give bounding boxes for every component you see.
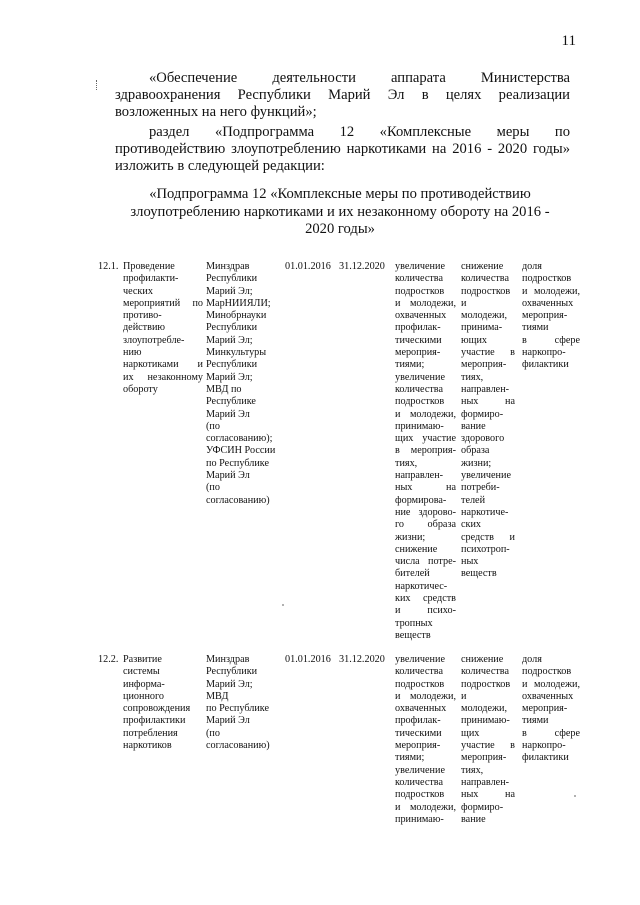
cell-line: согласованию) — [206, 494, 270, 506]
cell-line: участие в — [461, 740, 515, 752]
cell-line: тиях, — [395, 457, 418, 469]
activity-name-cell — [123, 654, 203, 752]
paragraph-text: раздел «Подпрограмма 12 «Комплексные меры по противодействию злоупотреблению наркотиками на 2016 - 2020 годы» изложить в следующей редакции: — [115, 124, 570, 175]
cell-line: щих — [461, 727, 480, 739]
cell-line: количества — [395, 776, 443, 788]
cell-line: Республики — [206, 359, 258, 371]
cell-line: Минкультуры — [206, 347, 267, 359]
cell-line: снижение — [395, 543, 438, 555]
cell-line: (по — [206, 482, 220, 494]
cell-line: и — [461, 297, 467, 309]
cell-line: тиях, — [461, 371, 484, 383]
cell-line: Марий Эл; — [206, 371, 253, 383]
cell-line: подростков — [395, 678, 445, 690]
cell-line: подростков — [461, 285, 511, 297]
cell-line: сопровождения — [123, 703, 191, 715]
cell-line: бителей — [395, 568, 430, 580]
cell-line: веществ — [461, 568, 497, 580]
cell-line: филактики — [522, 359, 569, 371]
cell-line: количества — [395, 273, 443, 285]
cell-line: (по — [206, 420, 220, 432]
scan-speck — [574, 795, 576, 797]
cell-line: снижение — [461, 654, 504, 665]
cell-line: Марий Эл — [206, 715, 250, 727]
cell-line: Проведение — [123, 261, 175, 272]
cell-line: количества — [461, 666, 509, 678]
cell-line: охваченных — [395, 703, 447, 715]
cell-line: в сфере — [522, 727, 580, 739]
cell-line: принима- — [461, 322, 503, 334]
cell-line: участие в — [461, 347, 515, 359]
cell-line: ческих — [123, 285, 153, 297]
cell-line: по Республике — [206, 457, 270, 469]
cell-line: Марий Эл; — [206, 334, 253, 346]
cell-line: телей — [461, 494, 486, 506]
cell-line: охваченных — [395, 310, 447, 322]
cell-line: и молодежи, — [395, 408, 456, 420]
cell-line: информа- — [123, 678, 165, 690]
cell-line: тиях, — [461, 764, 484, 776]
cell-line: и молодежи, — [461, 690, 508, 715]
cell-line: противо- — [123, 310, 162, 322]
cell-line: и молодежи, — [522, 285, 580, 297]
cell-line: тиями — [522, 715, 549, 727]
cell-line: системы — [123, 666, 160, 678]
cell-line: подростков — [395, 396, 445, 408]
cell-line: мероприя- — [461, 752, 507, 764]
cell-line: и молодежи, — [395, 297, 456, 309]
cell-line: доля — [522, 261, 542, 272]
cell-line: количества — [395, 666, 443, 678]
executors-cell — [206, 261, 282, 507]
cell-line: мероприя- — [522, 703, 568, 715]
cell-line: щих участие — [395, 433, 456, 445]
cell-line: МВД по — [206, 383, 242, 395]
page-number: 11 — [561, 33, 576, 49]
cell-line: охваченных — [522, 297, 574, 309]
consequences-cell — [461, 654, 515, 826]
cell-line: подростков — [522, 666, 572, 678]
cell-line: наркопро- — [522, 347, 566, 359]
cell-line: вание — [461, 420, 486, 432]
cell-line: профилактики — [123, 715, 186, 727]
cell-line: принимаю- — [395, 420, 444, 432]
paragraph-section-replace — [115, 124, 570, 176]
cell-line: профилак- — [395, 322, 441, 334]
cell-line: Минздрав — [206, 261, 250, 272]
cell-line: охваченных — [522, 690, 574, 702]
cell-line: УФСИН России — [206, 445, 276, 457]
start-date: 01.01.2016 — [285, 261, 331, 272]
cell-line: тическими — [395, 727, 442, 739]
cell-line: в сфере — [522, 334, 580, 346]
cell-line: согласованию) — [206, 740, 270, 752]
paragraph-text: «Обеспечение деятельности аппарата Министерства здравоохранения Республики Марий Эл в целях реализации возложенных на него функций»; — [115, 70, 570, 121]
cell-line: тиями — [522, 322, 549, 334]
cell-line: принимаю- — [461, 715, 510, 727]
cell-line: ционного — [123, 690, 165, 702]
cell-line: Республики — [206, 322, 258, 334]
indicator-cell — [522, 654, 580, 765]
cell-line: наркотиков — [123, 740, 172, 752]
cell-line: Развитие — [123, 654, 162, 665]
cell-line: ние здорово- — [395, 506, 456, 518]
cell-line: направлен- — [461, 776, 510, 788]
cell-line: наркотичес- — [395, 580, 448, 592]
cell-line: их незаконному — [123, 371, 203, 383]
cell-line: формирова- — [395, 494, 447, 506]
cell-line: подростков — [395, 285, 445, 297]
cell-line: увеличение — [395, 261, 445, 272]
cell-line: тиями; — [395, 359, 425, 371]
cell-line: увеличение — [395, 371, 445, 383]
cell-line: обороту — [123, 383, 158, 395]
cell-line: филактики — [522, 752, 569, 764]
cell-line: подростков — [461, 678, 511, 690]
cell-line: тиями; — [395, 752, 425, 764]
cell-line: жизни; — [461, 457, 492, 469]
cell-line: вание — [461, 813, 486, 825]
consequences-cell — [461, 261, 515, 581]
cell-line: направлен- — [395, 470, 444, 482]
executors-cell — [206, 654, 282, 752]
cell-line: веществ — [395, 629, 431, 641]
expected-result-cell — [395, 261, 456, 642]
cell-line: тропных — [395, 617, 433, 629]
cell-line: нию — [123, 347, 142, 359]
paragraph-function-support — [115, 70, 570, 122]
cell-line: по Республике — [206, 703, 270, 715]
row-number: 12.2. — [98, 654, 119, 665]
cell-line: согласованию); — [206, 433, 273, 445]
cell-line: наркотиками и — [123, 359, 203, 371]
cell-line: Республики — [206, 273, 258, 285]
cell-line: в мероприя- — [395, 445, 456, 457]
cell-line: формиро- — [461, 408, 504, 420]
cell-line: ских — [461, 519, 482, 531]
cell-line: формиро- — [461, 801, 504, 813]
cell-line: увеличение — [395, 654, 445, 665]
cell-line: средств и — [461, 531, 515, 543]
cell-line: психотроп- — [461, 543, 510, 555]
end-date: 31.12.2020 — [339, 261, 385, 272]
cell-line: ких средств — [395, 593, 456, 605]
cell-line: Марий Эл — [206, 470, 250, 482]
cell-line: тическими — [395, 334, 442, 346]
cell-line: мероприя- — [395, 347, 441, 359]
cell-line: наркопро- — [522, 740, 566, 752]
row-number: 12.1. — [98, 261, 119, 272]
cell-line: потребления — [123, 727, 178, 739]
cell-line: профилакти- — [123, 273, 179, 285]
cell-line: и молодежи, — [395, 690, 456, 702]
end-date: 31.12.2020 — [339, 654, 385, 665]
cell-line: (по — [206, 727, 220, 739]
cell-line: и психо- — [395, 605, 456, 617]
start-date: 01.01.2016 — [285, 654, 331, 665]
cell-line: принимаю- — [395, 813, 444, 825]
cell-line: мероприя- — [395, 740, 441, 752]
margin-mark — [96, 80, 99, 90]
cell-line: наркотиче- — [461, 506, 509, 518]
cell-line: ных на — [461, 396, 515, 408]
cell-line: потреби- — [461, 482, 500, 494]
cell-line: снижение — [461, 261, 504, 272]
cell-line: Марий Эл — [206, 408, 250, 420]
cell-line: ющих — [461, 334, 488, 346]
cell-line: мероприя- — [461, 359, 507, 371]
expected-result-cell — [395, 654, 456, 826]
cell-line: Республики — [206, 666, 258, 678]
cell-line: образа — [461, 445, 490, 457]
cell-line: увеличение — [461, 470, 511, 482]
indicator-cell — [522, 261, 580, 372]
cell-line: доля — [522, 654, 542, 665]
cell-line: Республике — [206, 396, 256, 408]
cell-line: го образа — [395, 519, 456, 531]
cell-line: профилак- — [395, 715, 441, 727]
cell-line: и молодежи, — [395, 801, 456, 813]
cell-line: здорового — [461, 433, 505, 445]
cell-line: увеличение — [395, 764, 445, 776]
cell-line: злоупотребле- — [123, 334, 185, 346]
cell-line: ных — [461, 556, 479, 568]
cell-line: мероприятий по — [123, 297, 203, 309]
cell-line: количества — [461, 273, 509, 285]
cell-line: и молодежи, — [522, 678, 580, 690]
cell-line: Марий Эл; — [206, 678, 253, 690]
cell-line: ных на — [395, 482, 456, 494]
cell-line: ных на — [461, 789, 515, 801]
scan-speck — [282, 604, 284, 606]
subprogram-heading: «Подпрограмма 12 «Комплексные меры по противодействию злоупотреблению наркотиками и их незаконному обороту на 2016 - 2020 годы» — [130, 186, 550, 237]
cell-line: количества — [395, 383, 443, 395]
cell-line: МарНИИЯЛИ; — [206, 297, 271, 309]
cell-line: Минздрав — [206, 654, 250, 665]
cell-line: Марий Эл; — [206, 285, 253, 297]
cell-line: жизни; — [395, 531, 426, 543]
cell-line: направлен- — [461, 383, 510, 395]
cell-line: мероприя- — [522, 310, 568, 322]
cell-line: подростков — [522, 273, 572, 285]
cell-line: подростков — [395, 789, 445, 801]
cell-line: Минобрнауки — [206, 310, 267, 322]
cell-line: числа потре- — [395, 556, 456, 568]
activity-name-cell — [123, 261, 203, 396]
cell-line: действию — [123, 322, 166, 334]
cell-line: молодежи, — [461, 310, 508, 322]
cell-line: МВД — [206, 690, 229, 702]
